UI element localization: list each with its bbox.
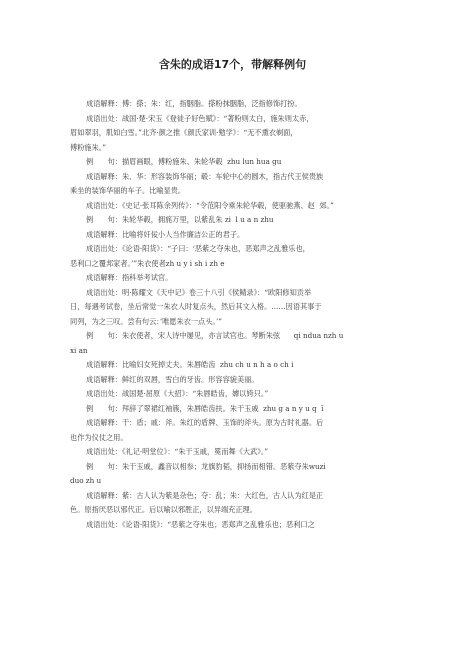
text-line: 例 句：朱衣使者，宋人诗中屡见，亦言试官也。琴断朱弦 qi ndua nzh u <box>86 331 344 340</box>
text-line: 例 句：描眉画眼，傅粉施朱、朱轮华毂 zhu lun hua gu <box>86 157 282 166</box>
text-line: 成语解释：比喻妇女死掉丈夫。朱唇皓齿 zhu ch u n h a o ch i <box>86 360 294 369</box>
text-line: 成语解释：干：盾；戚：斧。朱红的盾牌、玉饰的斧头。原为古时礼器。后 <box>86 418 324 427</box>
page-title: 含朱的成语17个，带解释例句 <box>158 58 307 71</box>
text-line: 成语解释：指科举考试官。 <box>86 273 173 282</box>
text-line: 成语出处：《论语·阳货》：“子曰：‘恶紫之夺朱也，恶郑声之乱雅乐也， <box>86 244 310 253</box>
text-line: xi an <box>70 345 88 355</box>
text-line: 傅粉施朱。” <box>70 142 107 152</box>
text-line: 成语解释：傅：搽；朱：红，指胭脂。搽粉抹胭脂，泛指修饰打扮。 <box>86 99 302 108</box>
text-line: 成语解释：比喻将奸佞小人当作廉洁公正的君子。 <box>86 229 245 239</box>
text-line: 色。原指厌恶以邪代正。后以喻以邪胜正，以异端充正理。 <box>70 505 257 514</box>
text-line: 眉如翠羽，肌如白雪。”北齐·颜之推《颜氏家训·勉学》：“无不熏衣剃面， <box>70 128 298 137</box>
text-line: 成语出处：战国·楚·宋玉《登徒子好色赋》：“著粉则太白，施朱则太赤， <box>86 113 314 123</box>
text-line: 恶利口之覆邦家者。’”朱衣使者zh u y i sh i zh e <box>70 258 225 268</box>
text-line: duo zh u <box>70 476 102 485</box>
text-line: 成语解释：鲜红的双唇，雪白的牙齿。形容容貌美丽。 <box>86 374 259 384</box>
text-line: 例 句：拜辞了翠裙红袖簇，朱唇皓齿扶。朱干玉戚 zhu g a n y u q ī <box>86 403 324 413</box>
text-line: 同列，为之三叹。尝有句云：’唯愿朱衣一点头。’” <box>70 316 222 326</box>
text-line: 例 句：朱轮华毂，拥旄万里，以紫乱朱 zi l u a n zhu <box>86 215 274 224</box>
text-line: 例 句：朱干玉戚，鑫音以相参；龙旗豹韬，抑扬而相错。恶紫夺朱wuzi <box>86 461 326 471</box>
text-line: 成语出处：战国楚·屈原《大招》：“朱唇皓齿，嫭以姱只。” <box>86 389 269 398</box>
text-line: 成语解释：朱、华：形容装饰华丽；毂：车轮中心的圆木，指古代王侯贵族 <box>86 171 324 181</box>
text-line: 成语出处：明·陈耀文《天中记》卷三十八引《侯鲭录》：“欧阳修知贡举 <box>86 287 312 297</box>
text-line: 日，每遇考试卷，坐后常觉一朱衣人时复点头，然后其文入格。……因语其事于 <box>70 302 322 311</box>
text-line: 成语解释：紫：古人认为紫是杂色；夺：乱；朱：大红色，古人认为红是正 <box>86 490 324 500</box>
text-line: 乘坐的装饰华丽的车子。比喻显贵。 <box>70 186 186 195</box>
text-line: 成语出处：《史记·张耳陈余列传》：“令范阳令乘朱轮华毂，使驱驰燕、赵 郊。” <box>86 200 334 210</box>
text-line: 也作为仪仗之用。 <box>70 432 128 442</box>
document-body <box>70 97 400 532</box>
text-line: 成语出处：《礼记·明堂位》：“朱干玉戚，冕而舞《大武》。” <box>86 447 269 456</box>
text-line: 成语出处：《论语·阳货》：“恶紫之夺朱也；恶郑声之乱雅乐也；恶利口之 <box>86 519 315 529</box>
